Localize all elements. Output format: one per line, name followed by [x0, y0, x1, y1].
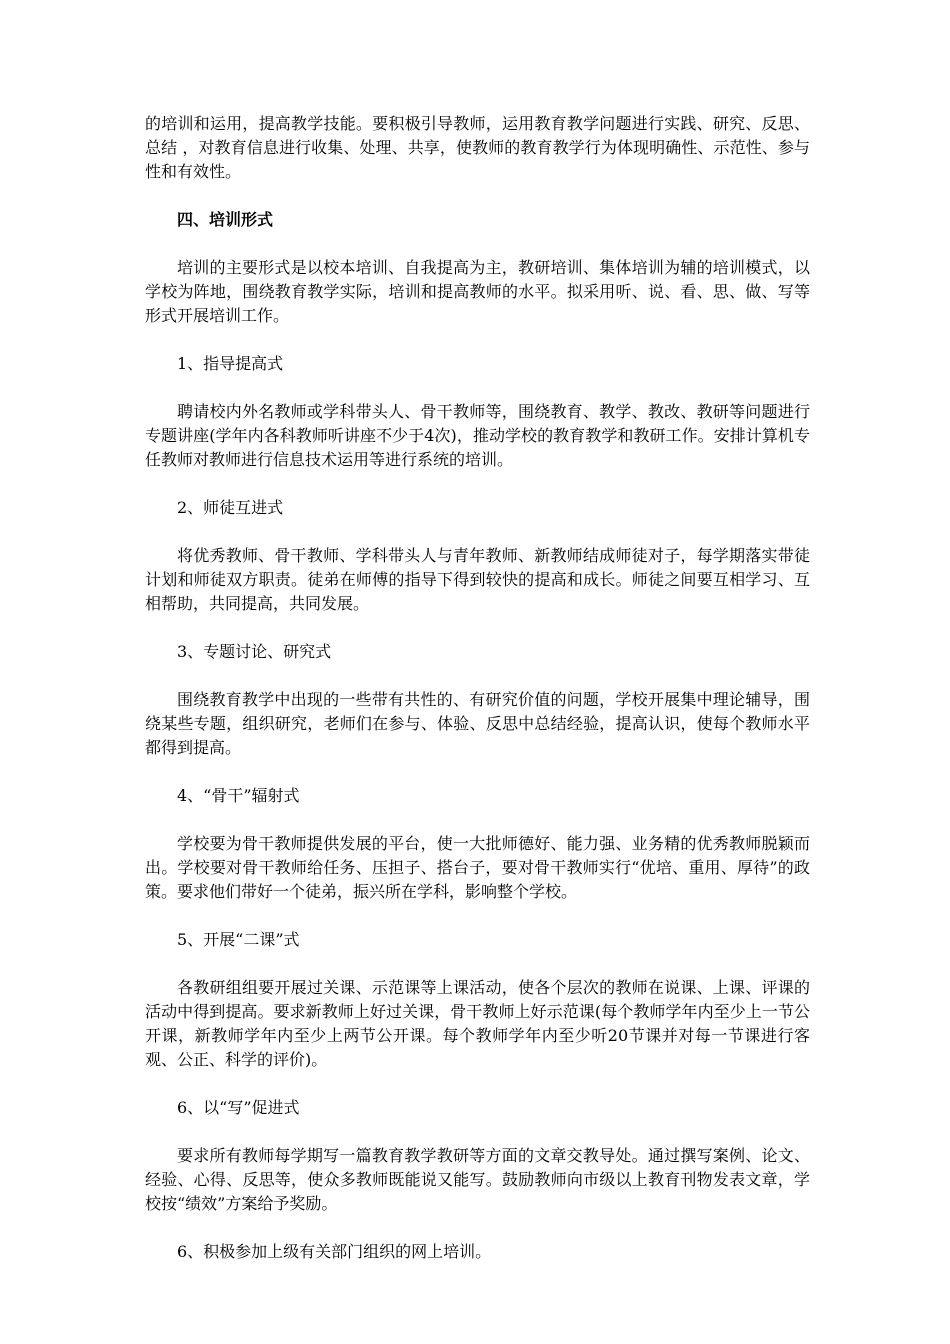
paragraph-backbone-radiation: 学校要为骨干教师提供发展的平台，使一大批师德好、能力强、业务精的优秀教师脱颖而出。学校要对骨干教师给任务、压担子、搭台子，要对骨干教师实行“优培、重用、厚待”的政策。要求他们带好一个徒弟，振兴所在学科，影响整个学校。	[145, 834, 810, 901]
paragraph-writing-promotion: 要求所有教师每学期写一篇教育教学教研等方面的文章交教导处。通过撰写案例、论文、经验、心得、反思等，使众多教师既能说又能写。鼓励教师向市级以上教育刊物发表文章，学校按“绩效”方案给予奖励。	[145, 1146, 810, 1213]
paragraph-training-forms-overview: 培训的主要形式是以校本培训、自我提高为主，教研培训、集体培训为辅的培训模式，以学校为阵地，围绕教育教学实际，培训和提高教师的水平。拟采用听、说、看、思、做、写等形式开展培训工作。	[145, 258, 810, 325]
subheading-writing-promotion: 6、以“写”促进式	[177, 1098, 300, 1117]
subheading-mentor-apprentice: 2、师徒互进式	[177, 498, 284, 517]
paragraph-intro-continued: 的培训和运用，提高教学技能。要积极引导教师，运用教育教学问题进行实践、研究、反思、 总结 ，对教育信息进行收集、处理、共享，使教师的教育教学行为体现明确性、示范性、参与性和有效性。	[145, 114, 810, 181]
subheading-two-lessons: 5、开展“二课”式	[177, 930, 300, 949]
paragraph-guided-improvement: 聘请校内外名教师或学科带头人、骨干教师等，围绕教育、教学、教改、教研等问题进行专题讲座(学年内各科教师听讲座不少于4次)，推动学校的教育教学和教研工作。安排计算机专任教师对教师进行信息技术运用等进行系统的培训。	[145, 402, 810, 469]
paragraph-topic-discussion: 围绕教育教学中出现的一些带有共性的、有研究价值的问题，学校开展集中理论辅导，围绕某些专题，组织研究，老师们在参与、体验、反思中总结经验，提高认识，使每个教师水平都得到提高。	[145, 690, 810, 757]
section-heading-training-forms: 四、培训形式	[177, 210, 274, 229]
subheading-backbone-radiation: 4、“骨干”辐射式	[177, 786, 300, 805]
paragraph-mentor-apprentice: 将优秀教师、骨干教师、学科带头人与青年教师、新教师结成师徒对子，每学期落实带徒计划和师徒双方职责。徒弟在师傅的指导下得到较快的提高和成长。师徒之间要互相学习、互相帮助，共同提高，共同发展。	[145, 546, 810, 613]
subheading-guided-improvement: 1、指导提高式	[177, 354, 284, 373]
paragraph-online-training: 6、积极参加上级有关部门组织的网上培训。	[177, 1242, 492, 1261]
subheading-topic-discussion: 3、专题讨论、研究式	[177, 642, 332, 661]
document-page	[145, 112, 810, 1264]
paragraph-two-lessons: 各教研组组要开展过关课、示范课等上课活动，使各个层次的教师在说课、上课、评课的活动中得到提高。要求新教师上好过关课，骨干教师上好示范课(每个教师学年内至少上一节公开课，新教师学年内至少上两节公开课。每个教师学年内至少听20节课并对每一节课进行客观、公正、科学的评价)。	[145, 978, 810, 1069]
